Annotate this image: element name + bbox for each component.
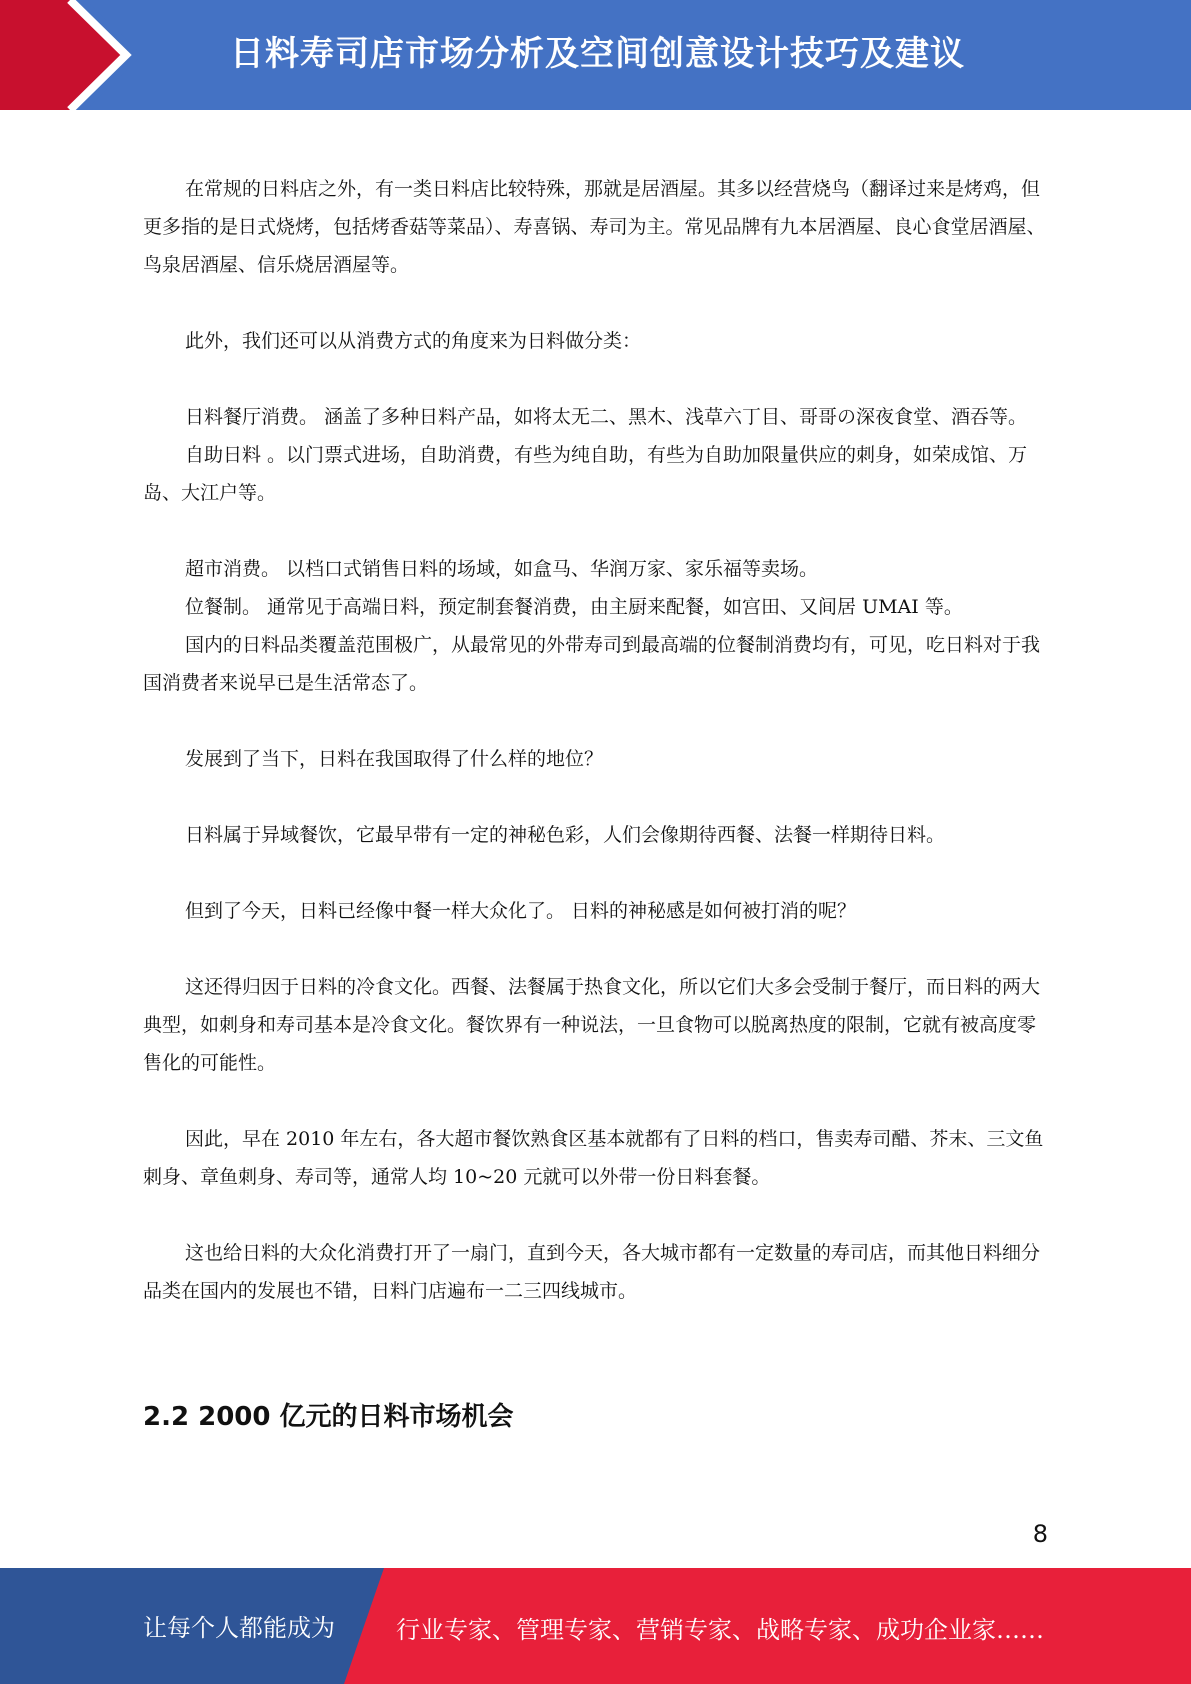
document-title: 日料寿司店市场分析及空间创意设计技巧及建议 [230,34,965,74]
paragraph: 日料属于异域餐饮，它最早带有一定的神秘色彩，人们会像期待西餐、法餐一样期待日料。 [185,824,946,846]
paragraph: 在常规的日料店之外，有一类日料店比较特殊，那就是居酒屋。其多以经营烧鸟（翻译过来是烤鸡，但更多指的是日式烧烤，包括烤香菇等菜品）、寿喜锅、寿司为主。常见品牌有九本居酒屋、良心食堂居酒屋、鸟泉居酒屋、信乐烧居酒屋等。 [143,178,1046,276]
document-body [143,170,1048,1310]
page-number: 8 [1032,1520,1048,1548]
header-bar [0,0,1191,110]
footer-banner [0,1568,1191,1684]
paragraph: 位餐制。 通常见于高端日料，预定制套餐消费，由主厨来配餐，如宫田、又间居 UMAI 等。 [185,596,963,618]
paragraph: 这还得归因于日料的冷食文化。西餐、法餐属于热食文化，所以它们大多会受制于餐厅，而日料的两大典型，如刺身和寿司基本是冷食文化。餐饮界有一种说法，一旦食物可以脱离热度的限制，它就有被高度零售化的可能性。 [143,976,1041,1074]
header-arrow-icon [0,0,160,110]
paragraph: 这也给日料的大众化消费打开了一扇门，直到今天，各大城市都有一定数量的寿司店，而其他日料细分品类在国内的发展也不错，日料门店遍布一二三四线城市。 [143,1242,1041,1302]
paragraph: 国内的日料品类覆盖范围极广，从最常见的外带寿司到最高端的位餐制消费均有，可见，吃日料对于我国消费者来说早已是生活常态了。 [143,634,1041,694]
paragraph: 此外，我们还可以从消费方式的角度来为日料做分类： [185,330,642,352]
paragraph: 日料餐厅消费。 涵盖了多种日料产品，如将太无二、黑木、浅草六丁目、哥哥の深夜食堂、酒吞等。 [185,406,1028,428]
paragraph: 超市消费。 以档口式销售日料的场域，如盒马、华润万家、家乐福等卖场。 [185,558,819,580]
paragraph: 自助日料 。以门票式进场，自助消费，有些为纯自助，有些为自助加限量供应的刺身，如荣成馆、万岛、大江户等。 [143,444,1028,504]
paragraph: 发展到了当下，日料在我国取得了什么样的地位？ [185,748,604,770]
paragraph: 因此，早在 2010 年左右，各大超市餐饮熟食区基本就都有了日料的档口，售卖寿司醋、芥末、三文鱼刺身、章鱼刺身、寿司等，通常人均 10~20 元就可以外带一份日料套餐。 [143,1128,1044,1188]
footer-slogan-right: 行业专家、管理专家、营销专家、战略专家、成功企业家…… [396,1616,1044,1644]
footer-slogan-left: 让每个人都能成为 [143,1614,335,1642]
paragraph: 但到了今天，日料已经像中餐一样大众化了。 日料的神秘感是如何被打消的呢？ [185,900,857,922]
section-heading: 2.2 2000 亿元的日料市场机会 [143,1402,514,1432]
